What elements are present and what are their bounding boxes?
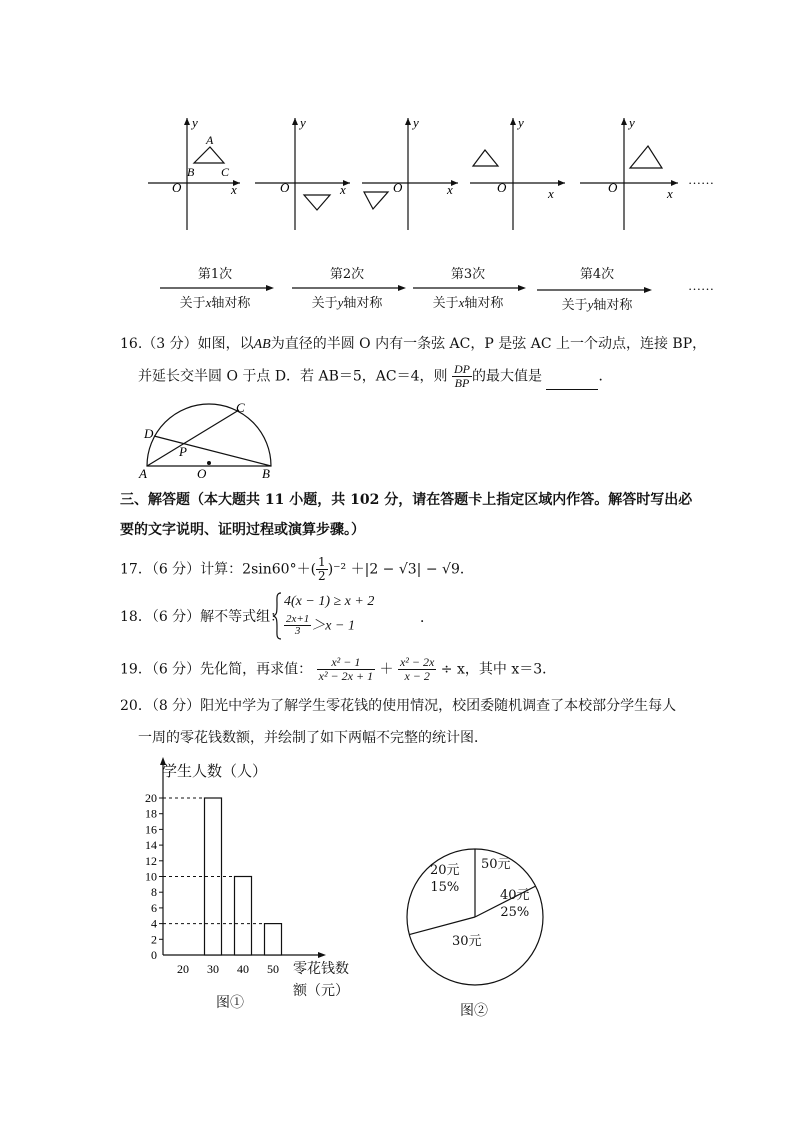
ellipsis-top: ……	[688, 172, 714, 187]
y-tick-label: 10	[145, 869, 157, 884]
y-tick-label: 14	[145, 838, 157, 853]
q18-inequality-1: 4(x − 1) ≥ x + 2	[284, 594, 375, 609]
panel-2	[255, 115, 350, 230]
q20-line1: 20．（8 分）阳光中学为了解学生零花钱的使用情况，校团委随机调查了本校部分学生每人	[120, 698, 677, 714]
x-axis-label: x	[447, 182, 453, 197]
pie-label-50: 50元	[481, 857, 511, 872]
x-tick-label: 20	[177, 962, 189, 976]
q17: 17．（6 分）计算：2sin60°＋( $\frac{1}{2}$ )⁻² ＋|2 − √3| − √9．	[120, 555, 474, 583]
origin-label: O	[172, 180, 182, 195]
point-a-label: A	[206, 133, 214, 147]
answer-blank	[546, 375, 598, 390]
semicircle-figure	[135, 398, 285, 482]
q17-fraction: $\frac{1}{2}$	[318, 555, 326, 583]
y-tick-label: 12	[145, 853, 157, 868]
x-axis-label: x	[231, 182, 237, 197]
step-4-label: 第4次 关于y轴对称	[561, 267, 633, 313]
point-p-label: P	[179, 444, 187, 459]
x-tick-label: 40	[237, 962, 249, 976]
panel-5	[580, 115, 678, 230]
origin-label: O	[608, 180, 618, 195]
step-1-label: 第1次 关于x轴对称	[179, 267, 251, 311]
point-o-label: O	[197, 466, 207, 481]
pie-label-30: 30元	[452, 934, 482, 949]
q16-fraction: $\frac{DP}{BP}$	[454, 362, 470, 390]
bar-chart-xlabel: 零花钱数 额（元）	[293, 961, 349, 999]
step-2-label: 第2次 关于y轴对称	[311, 267, 383, 311]
point-a-label: A	[139, 466, 147, 481]
y-tick-label: 6	[151, 900, 157, 915]
y-tick-label: 8	[151, 885, 157, 900]
panel-3	[362, 115, 458, 230]
x-axis-label: x	[340, 182, 346, 197]
bar	[235, 877, 252, 956]
point-b-label: B	[262, 466, 270, 481]
panel-4	[470, 115, 565, 230]
y-tick-label: 2	[151, 932, 157, 947]
point-c-label: C	[236, 400, 245, 415]
y-axis-label: y	[192, 115, 198, 130]
origin-label: O	[393, 180, 403, 195]
y-axis-label: y	[518, 115, 524, 130]
y-tick-label: 0	[151, 948, 157, 962]
q18-end: ．	[420, 610, 434, 626]
y-tick-label: 4	[151, 916, 157, 931]
pie-chart-caption: 图②	[460, 1003, 488, 1019]
origin-label: O	[280, 180, 290, 195]
bar-chart-caption: 图①	[216, 995, 244, 1011]
point-d-label: D	[144, 426, 154, 441]
q18-inequality-2: $\frac{2x+1}{3}$ ＞x − 1	[286, 613, 355, 637]
x-axis-label: x	[667, 186, 673, 201]
bar	[265, 924, 282, 955]
y-axis-label: y	[413, 115, 419, 130]
y-axis-label: y	[300, 115, 306, 130]
step-3-label: 第3次 关于x轴对称	[432, 267, 504, 311]
pie-label-20: 20元 15%	[430, 863, 460, 895]
y-tick-label: 16	[145, 822, 157, 837]
origin-label: O	[497, 180, 507, 195]
x-tick-label: 30	[207, 962, 219, 976]
y-tick-label: 18	[145, 806, 157, 821]
section3-line2: 要的文字说明、证明过程或演算步骤。）	[120, 522, 365, 538]
point-c-label: C	[221, 165, 230, 179]
ellipsis-steps: ……	[688, 278, 714, 293]
q16-line2: 并延长交半圆 O 于点 D．若 AB＝5，AC＝4，则 $\frac{DP}{BP}$ 的最大值是 ．	[138, 362, 613, 390]
pie-label-40: 40元 25%	[500, 888, 530, 920]
section3-line1: 三、解答题（本大题共 11 小题，共 102 分，请在答题卡上指定区域内作答。解答时写出必	[120, 492, 693, 508]
y-tick-label: 20	[145, 791, 157, 805]
q16-line1: 16.（3 分）如图，以AB为直径的半圆 O 内有一条弦 AC，P 是弦 AC 上一个动点，连接 BP，	[120, 336, 707, 352]
x-tick-label: 50	[267, 962, 279, 976]
q18-head: 18．（6 分）解不等式组：	[120, 609, 285, 625]
y-axis-label: y	[629, 115, 635, 130]
x-axis-label: x	[548, 186, 554, 201]
panel-1	[148, 115, 240, 230]
q19: 19．（6 分）先化简，再求值： $\frac{\text{x² − 1}}{\text{x² − 2x + 1}}$ ＋ $\frac{\text{x² − 2x}}{x - 2}$ ÷ x，其中 x＝3．	[120, 655, 557, 683]
bar-chart-ylabel: 学生人数（人）	[162, 762, 268, 780]
brace-icon	[272, 592, 282, 640]
q20-line2: 一周的零花钱数额，并绘制了如下两幅不完整的统计图．	[138, 730, 488, 746]
point-b-label: B	[187, 165, 195, 179]
